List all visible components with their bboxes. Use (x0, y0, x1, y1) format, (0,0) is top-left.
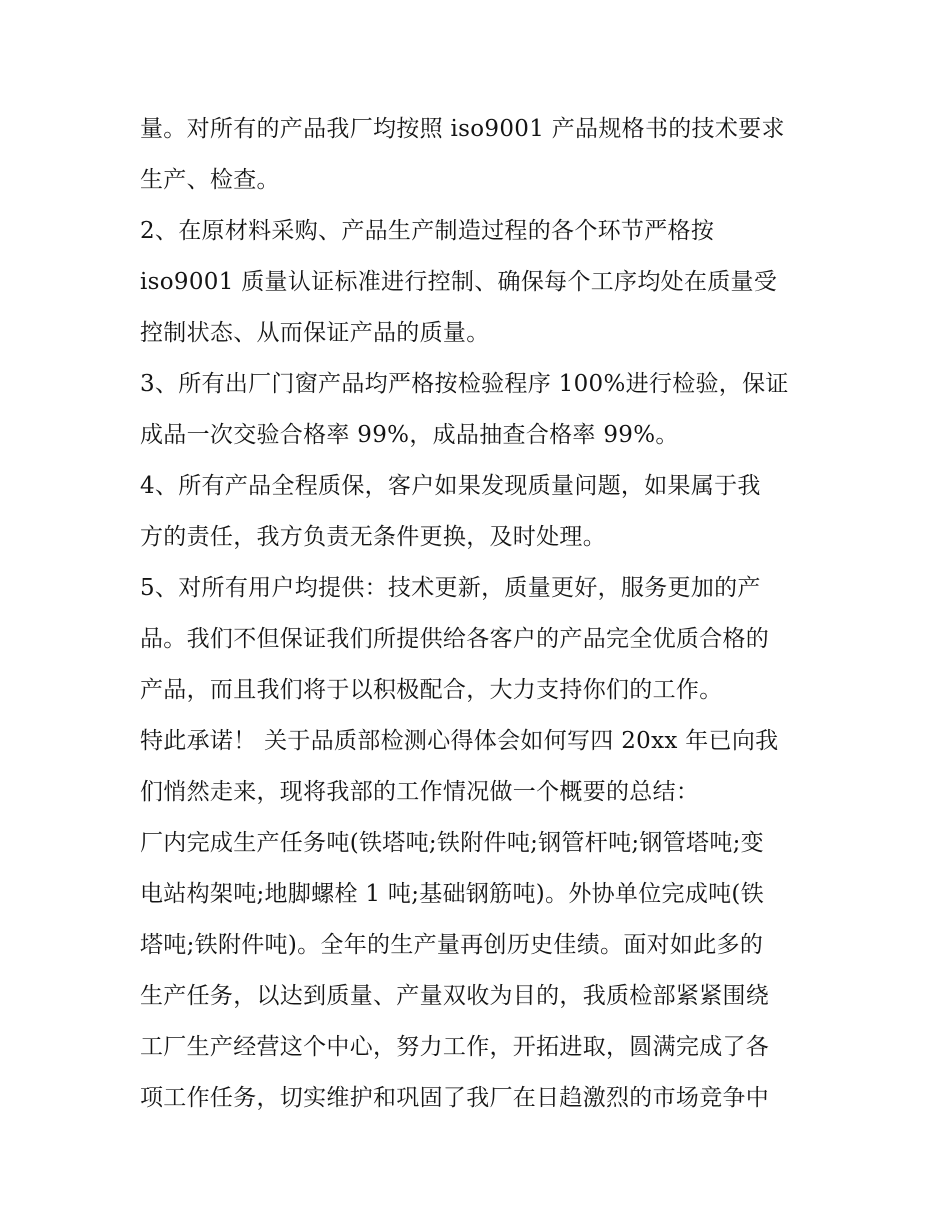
text-line: 产品，而且我们将于以积极配合，大力支持你们的工作。 (140, 677, 723, 703)
text-line: 量。对所有的产品我厂均按照 iso9001 产品规格书的技术要求 (140, 116, 785, 142)
text-line: 控制状态、从而保证产品的质量。 (140, 320, 490, 346)
text-line: 方的责任，我方负责无条件更换，及时处理。 (140, 524, 606, 550)
text-line: 们悄然走来，现将我部的工作情况做一个概要的总结： (140, 779, 700, 805)
text-line: 4、所有产品全程质保，客户如果发现质量问题，如果属于我 (140, 473, 761, 499)
text-line: iso9001 质量认证标准进行控制、确保每个工序均处在质量受 (140, 269, 778, 295)
text-line: 项工作任务，切实维护和巩固了我厂在日趋激烈的市场竞争中 (140, 1085, 770, 1111)
text-line: 生产、检查。 (140, 167, 280, 193)
text-line: 2、在原材料采购、产品生产制造过程的各个环节严格按 (140, 218, 715, 244)
text-line: 3、所有出厂门窗产品均严格按检验程序 100%进行检验，保证 (140, 371, 789, 397)
text-line: 成品一次交验合格率 99%，成品抽查合格率 99%。 (140, 422, 679, 448)
text-line: 生产任务，以达到质量、产量双收为目的，我质检部紧紧围绕 (140, 983, 770, 1009)
text-line: 工厂生产经营这个中心，努力工作，开拓进取，圆满完成了各 (140, 1034, 770, 1060)
text-line: 5、对所有用户均提供：技术更新，质量更好，服务更加的产 (140, 575, 761, 601)
text-line: 电站构架吨;地脚螺栓 1 吨;基础钢筋吨)。外协单位完成吨(铁 (140, 881, 764, 907)
text-line: 塔吨;铁附件吨)。全年的生产量再创历史佳绩。面对如此多的 (140, 932, 764, 958)
text-line: 厂内完成生产任务吨(铁塔吨;铁附件吨;钢管杆吨;钢管塔吨;变 (140, 830, 764, 856)
body-text (140, 104, 820, 1124)
text-line: 特此承诺！ 关于品质部检测心得体会如何写四 20xx 年已向我 (140, 728, 779, 754)
text-line: 品。我们不但保证我们所提供给各客户的产品完全优质合格的 (140, 626, 770, 652)
